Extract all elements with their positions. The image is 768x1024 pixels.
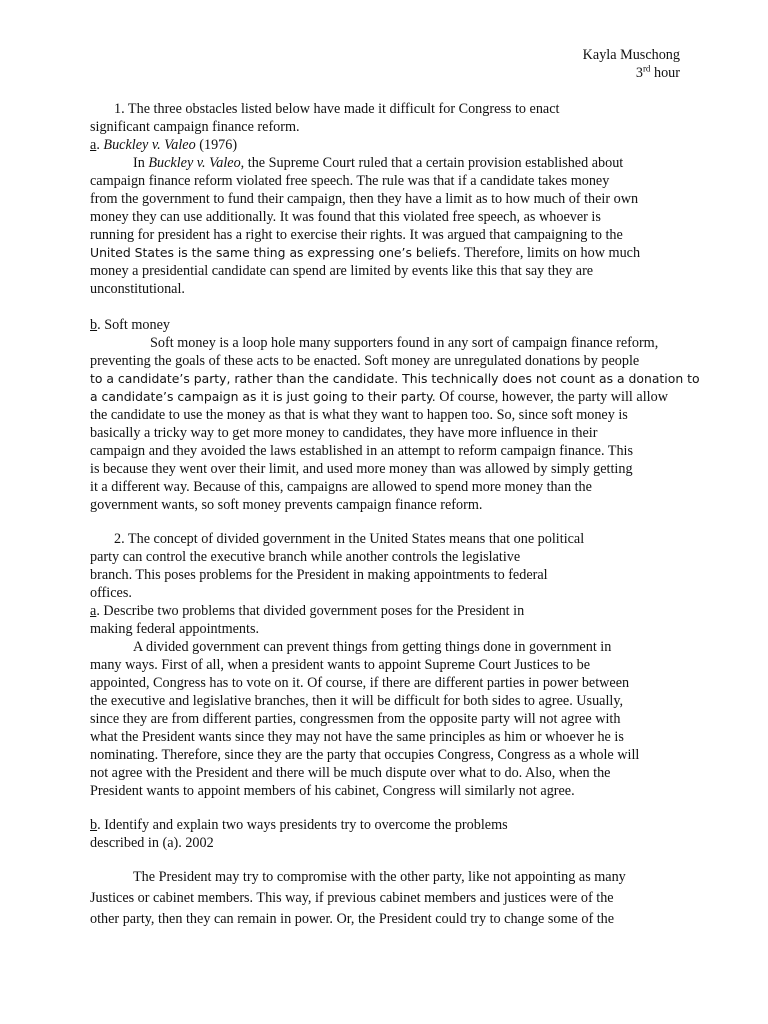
q1b-line: Soft money is a loop hole many supporters found in any sort of campaign finance reform, xyxy=(150,335,659,351)
q1b-line: government wants, so soft money prevents campaign finance reform. xyxy=(90,497,483,513)
q1a-line: from the government to fund their campaign, then they have a limit as to how much of their own xyxy=(90,191,639,207)
q1a-mixed-serif: Therefore, limits on how much xyxy=(460,245,641,261)
q1a-intro-rest: , the Supreme Court ruled that a certain provision established about xyxy=(240,155,624,171)
q2a-line: appointed, Congress has to vote on it. Of course, if there are different parties in power between xyxy=(90,675,630,691)
class-hour xyxy=(636,64,680,82)
q2b-label: b xyxy=(90,817,98,833)
q2a-line: since they are from different parties, congressmen from the opposite party will not agree with xyxy=(90,711,621,727)
q1b-sans2: a candidate’s campaign as it is just going to their party. xyxy=(90,389,436,404)
q1b-line: preventing the goals of these acts to be enacted. Soft money are unregulated donations by people xyxy=(90,353,640,369)
q1b-heading xyxy=(90,316,170,334)
q2b-prompt-text: . Identify and explain two ways presidents try to overcome the problems xyxy=(97,817,508,833)
q2a-prompt-cont: making federal appointments. xyxy=(90,621,260,637)
q1b-line: the candidate to use the money as that is what they want to happen too. So, since soft money is xyxy=(90,407,628,423)
q2b-prompt-cont: described in (a). 2002 xyxy=(90,835,214,851)
q1a-line: campaign finance reform violated free speech. The rule was that if a candidate takes money xyxy=(90,173,610,189)
q1a-line: money a presidential candidate can spend are limited by events like this that say they are xyxy=(90,263,594,279)
q2a-line: nominating. Therefore, since they are the party that occupies Congress, Congress as a whole will xyxy=(90,747,640,763)
q2a-prompt-text: . Describe two problems that divided government poses for the President in xyxy=(96,603,525,619)
q1a-line: money they can use additionally. It was found that this violated free speech, as whoever is xyxy=(90,209,601,225)
q1b-line: it a different way. Because of this, campaigns are allowed to spend more money than the xyxy=(90,479,592,495)
q1a-mixed-line xyxy=(90,244,640,262)
q2a-label: a xyxy=(90,603,97,619)
q1a-line: running for president has a right to exercise their rights. It was argued that campaigning to the xyxy=(90,227,623,243)
q2a-line: many ways. First of all, when a president wants to appoint Supreme Court Justices to be xyxy=(90,657,591,673)
q1b-mixed-line xyxy=(90,388,668,406)
q1a-label: a xyxy=(90,137,97,153)
q1a-case: Buckley v. Valeo xyxy=(103,137,196,153)
q1a-mixed-sans: United States is the same thing as expressing one’s beliefs. xyxy=(90,245,461,260)
hour-word: hour xyxy=(653,65,680,81)
q2a-prompt xyxy=(90,602,524,620)
q2a-line: A divided government can prevent things from getting things done in government in xyxy=(133,639,612,655)
q1b-line: is because they went over their limit, and used more money than was allowed by simply getting xyxy=(90,461,633,477)
q1a-heading: a. Buckley v. Valeo (1976) xyxy=(90,137,238,153)
q1a-intro xyxy=(133,154,623,172)
hour-number: 3 xyxy=(635,65,643,81)
q2-question-cont: branch. This poses problems for the President in making appointments to federal xyxy=(90,567,548,583)
q2-question: 2. The concept of divided government in the United States means that one political xyxy=(114,531,585,547)
q2-question-cont: party can control the executive branch while another controls the legislative xyxy=(90,549,521,565)
q2b-line: other party, then they can remain in power. Or, the President could try to change some of the xyxy=(90,911,615,927)
q1b-line: basically a tricky way to get more money to candidates, they have more influence in their xyxy=(90,425,598,441)
q2-question-cont: offices. xyxy=(90,585,132,601)
q1b-line: campaign and they avoided the laws established in an attempt to reform campaign finance. This xyxy=(90,443,634,459)
hour-suffix: rd xyxy=(642,63,651,74)
q2a-line: not agree with the President and there will be much dispute over what to do. Also, when the xyxy=(90,765,611,781)
q1a-line: unconstitutional. xyxy=(90,281,185,297)
q1b-sans2-serif: Of course, however, the party will allow xyxy=(435,389,668,405)
q1a-year: (1976) xyxy=(199,137,238,153)
author-name: Kayla Muschong xyxy=(582,47,680,63)
q2b-line: Justices or cabinet members. This way, if previous cabinet members and justices were of the xyxy=(90,890,614,906)
q1b-sans-line xyxy=(90,370,700,388)
q1a-case-inline: Buckley v. Valeo xyxy=(148,155,241,171)
q2b-prompt xyxy=(90,816,508,834)
q1-question: 1. The three obstacles listed below have made it difficult for Congress to enact xyxy=(114,101,560,117)
q1b-label: b xyxy=(90,317,98,333)
q1b-title: . Soft money xyxy=(97,317,170,333)
q1b-sans1: to a candidate’s party, rather than the candidate. This technically does not count as a donation to xyxy=(90,371,700,386)
q2b-line: The President may try to compromise with the other party, like not appointing as many xyxy=(133,869,626,885)
q1-question-cont: significant campaign finance reform. xyxy=(90,119,300,135)
q2a-line: the executive and legislative branches, then it will be difficult for both sides to agree. Usually, xyxy=(90,693,624,709)
q2a-line: President wants to appoint members of his cabinet, Congress will similarly not agree. xyxy=(90,783,575,799)
q1a-intro-text: In xyxy=(133,155,149,171)
q2a-line: what the President wants since they may not have the same principles as him or whoever he is xyxy=(90,729,624,745)
